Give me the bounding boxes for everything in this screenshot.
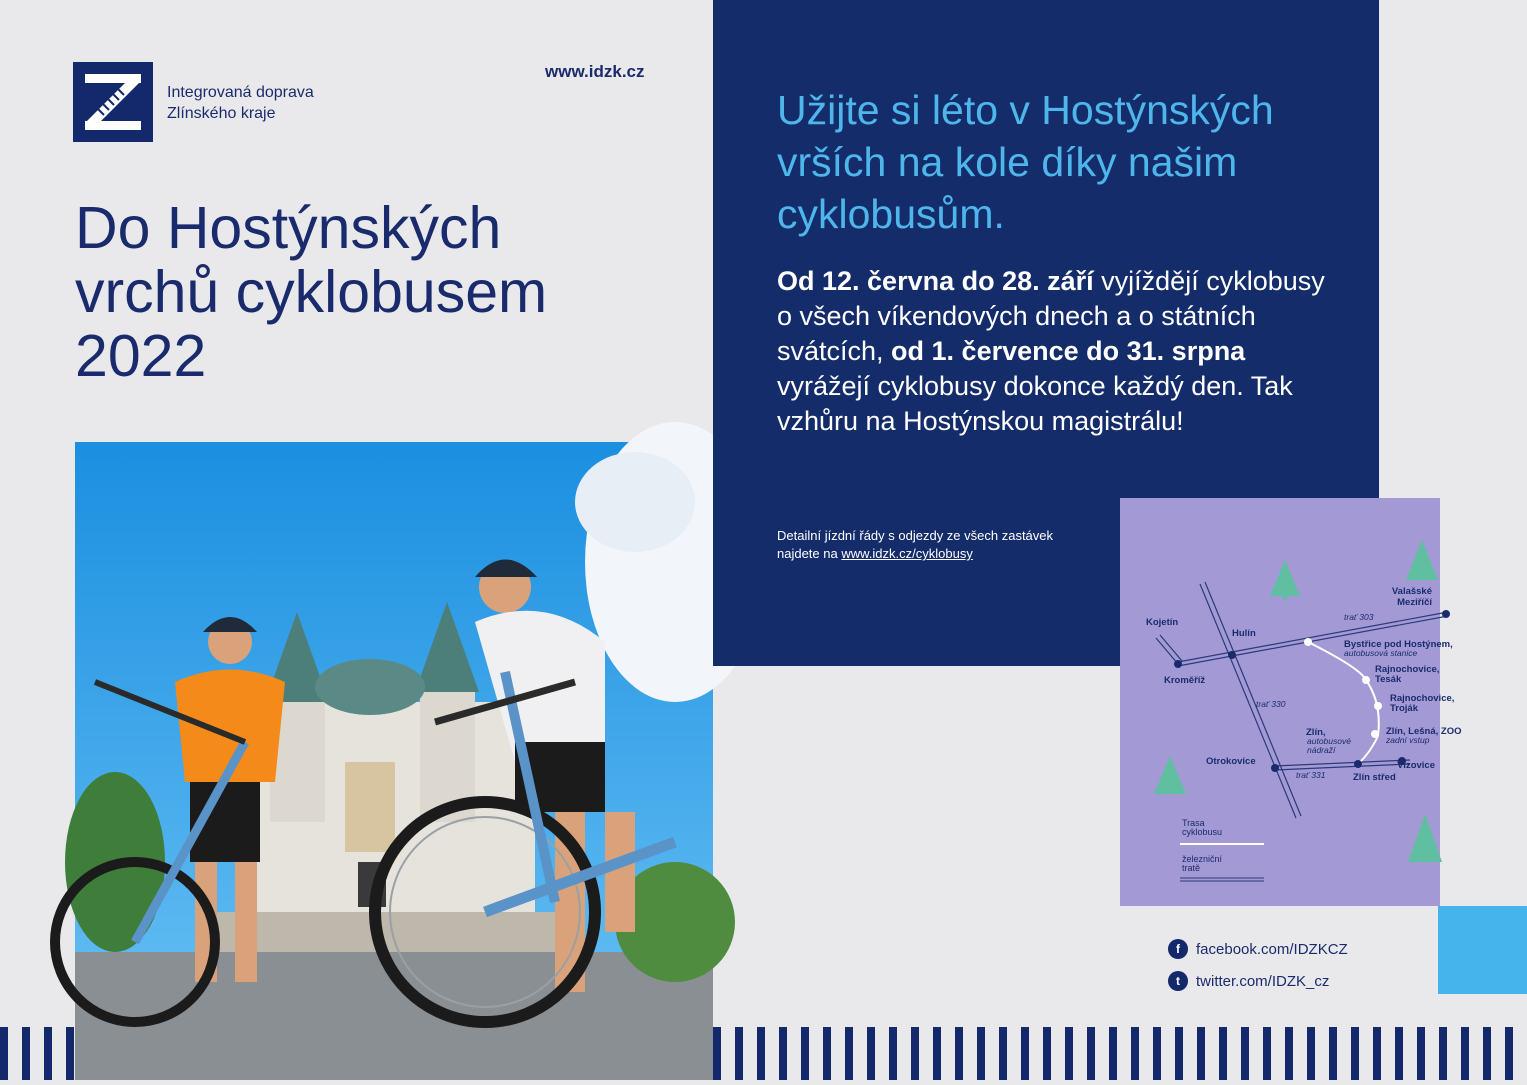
map-label-zlin-lesna: Zlín, Lešná, ZOO (1386, 726, 1462, 737)
map-label-vizovice: Vizovice (1397, 760, 1435, 771)
cyclists-photo (75, 442, 713, 1080)
map-label-otrokovice: Otrokovice (1206, 756, 1256, 767)
stripe-decoration-right (713, 1027, 1527, 1080)
org-name (167, 82, 314, 124)
facebook-icon: f (1168, 939, 1188, 959)
map-label-zlin-aut-b: autobusové (1307, 736, 1351, 746)
body-text (777, 264, 1337, 439)
daily-dates: od 1. července do 31. srpna (891, 336, 1246, 366)
map-label-zlin-aut-c: nádraží (1307, 745, 1336, 755)
map-label-zlin-lesna-sub: zadní vstup (1386, 735, 1430, 745)
map-label-rajnochovice-tesak-1: Rajnochovice, (1375, 664, 1440, 675)
legend-rail-1: železniční (1182, 854, 1223, 864)
org-name-line1: Integrovaná doprava (167, 84, 314, 101)
page-title (75, 196, 695, 388)
map-label-rajnochovice-trojak-2: Troják (1390, 703, 1418, 714)
map-label-trat-330: trať 330 (1256, 699, 1286, 709)
idzk-logo (73, 62, 153, 142)
legend-route-2: cyklobusu (1182, 827, 1223, 837)
map-label-kojetin: Kojetín (1146, 617, 1179, 628)
season-dates: Od 12. června do 28. září (777, 266, 1094, 296)
title-line1: Do Hostýnských (75, 195, 502, 261)
route-map (1120, 498, 1462, 906)
map-label-mezirici: Meziříčí (1397, 597, 1432, 608)
tagline: Užijte si léto v Hostýnských vrších na kole díky našim cyklobusům. (777, 87, 1274, 237)
map-label-zlin-autobusove: Zlín, (1306, 727, 1326, 738)
timetable-note (777, 527, 1177, 563)
map-label-kromeriz: Kroměříž (1164, 675, 1206, 686)
timetable-link[interactable]: www.idzk.cz/cyklobusy (841, 546, 973, 561)
title-line2: vrchů cyklobusem (75, 259, 548, 325)
twitter-link[interactable] (1168, 971, 1329, 991)
legend-route-1: Trasa (1182, 818, 1205, 828)
facebook-link[interactable] (1168, 939, 1348, 959)
timetable-note-line1: Detailní jízdní řády s odjezdy ze všech zastávek (777, 528, 1054, 543)
map-label-hulin: Hulín (1232, 628, 1256, 639)
map-label-rajnochovice-tesak-2: Tesák (1375, 674, 1402, 685)
map-label-rajnochovice-trojak-1: Rajnochovice, (1390, 693, 1455, 704)
map-label-trat-303: trať 303 (1344, 612, 1374, 622)
website-link[interactable]: www.idzk.cz (545, 62, 645, 81)
body-text-part1: vyjíždějí cyklobusy o všech víkendových dnech a o státních svátcích, (777, 266, 1325, 366)
legend-rail-2: tratě (1182, 863, 1201, 873)
accent-block (1438, 906, 1527, 994)
map-label-valasske: Valašské (1391, 586, 1432, 597)
map-label-bystrice-sub: autobusová stanice (1344, 648, 1418, 658)
map-label-bystrice: Bystřice pod Hostýnem, (1344, 639, 1453, 650)
facebook-label: facebook.com/IDZKCZ (1196, 940, 1348, 958)
org-name-line2: Zlínského kraje (167, 105, 276, 122)
twitter-icon: t (1168, 971, 1188, 991)
title-line3: 2022 (75, 323, 207, 389)
logo-z-icon (73, 62, 153, 142)
body-text-part2: vyrážejí cyklobusy dokonce každý den. Tak vzhůru na Hostýnskou magistrálu! (777, 371, 1293, 436)
map-label-trat-331: trať 331 (1296, 770, 1326, 780)
timetable-note-prefix: najdete na (777, 546, 842, 561)
twitter-label: twitter.com/IDZK_cz (1196, 972, 1330, 990)
map-label-zlin-stred: Zlín střed (1353, 772, 1396, 783)
stripe-decoration-left (0, 1027, 75, 1080)
